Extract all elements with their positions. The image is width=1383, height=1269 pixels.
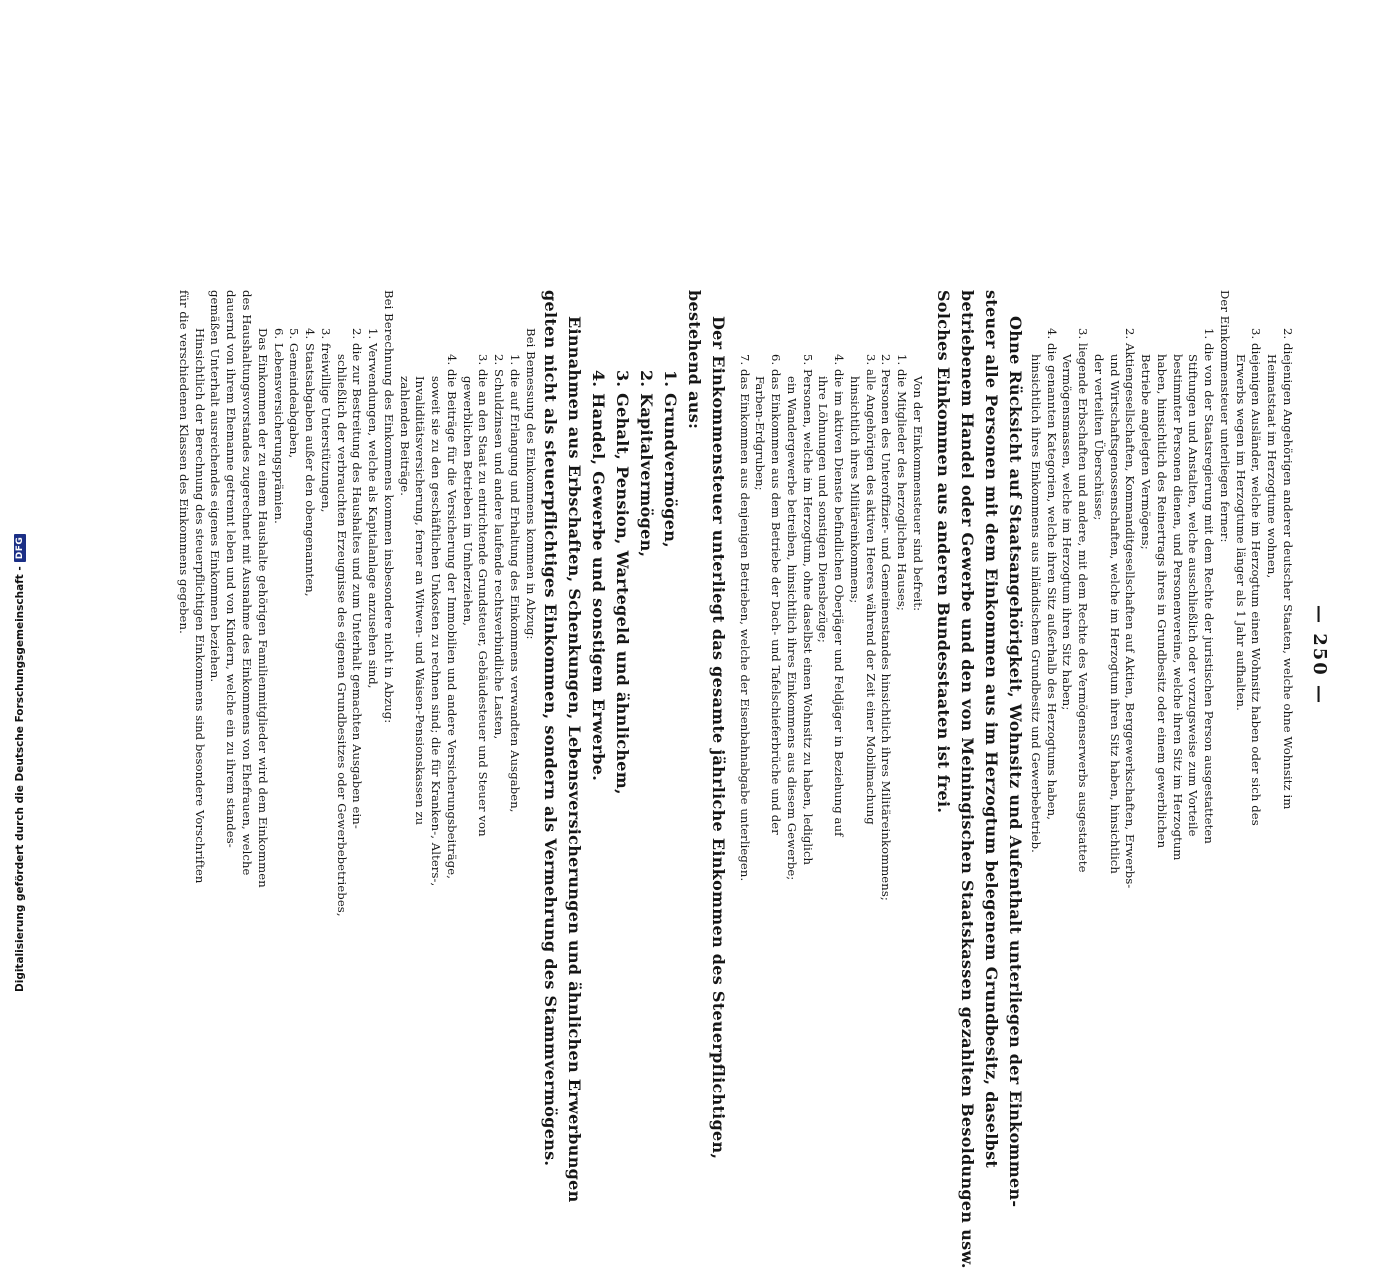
text-line: 3. alle Angehörigen des aktiven Heeres während der Zeit einer Mobilmachung — [863, 354, 878, 825]
text-line: betriebenem Handel oder Gewerbe und den von Meiningischen Staatskassen gezahlten Besoldungen usw. — [957, 290, 977, 1269]
document-page — [145, 290, 1330, 1269]
text-line: gelten nicht als steuerpflichtiges Einkommen, sondern als Vermehrung des Stammvermögens. — [540, 290, 560, 1167]
text-line: schließlich der verbrauchten Erzeugnisse des eigenen Grundbesitzes oder Gewerbebetriebes, — [334, 354, 349, 917]
text-line: 6. Lebensversicherungsprämien. — [271, 328, 286, 524]
text-line: Heimatstaat im Herzogtume wohnen, — [1265, 354, 1280, 579]
text-line: bestimmter Personen dienen, und Personenvereine, welche ihren Sitz im Herzogtum — [1170, 354, 1185, 861]
text-line: 4. Staatsabgaben außer den obengenannten, — [303, 328, 318, 597]
text-line: 7. das Einkommen aus denjenigen Betrieben, welche der Eisenbahnabgabe unterliegen. — [737, 354, 752, 882]
text-line: Stiftungen und Anstalten, welche ausschließlich oder vorzugsweise zum Vorteile — [1186, 354, 1201, 837]
text-line: 4. die genannten Kategorien, welche ihren Sitz außerhalb des Herzogtums haben, — [1044, 328, 1059, 820]
text-line: und Wirtschaftsgenossenschaften, welche im Herzogtum ihren Sitz haben, hinsichtlich — [1107, 354, 1122, 874]
text-line: haben, hinsichtlich des Reinertrags ihres in Grundbesitz oder einem gewerblichen — [1154, 354, 1169, 849]
text-line: gemäßen Unterhalt ausreichendes eigenes Einkommen beziehen. — [208, 290, 223, 683]
credit-text: Digitalisierung gefördert durch die Deutsche Forschungsgemeinschaft - — [14, 566, 26, 992]
text-line: 4. die Beiträge für die Versicherung der Immobilien und andere Versicherungsbeiträge, — [444, 354, 459, 880]
text-line: 2. Schuldzinsen und andere laufende rechtsverbindliche Lasten, — [492, 354, 507, 740]
text-line: 3. die an den Staat zu entrichtende Grundsteuer, Gebäudesteuer und Steuer von — [476, 354, 491, 837]
text-line: Von der Einkommensteuer sind befreit: — [910, 376, 925, 612]
text-line: 5. Gemeindeabgaben, — [287, 328, 302, 459]
text-line: Erwerbs wegen im Herzogtume länger als 1 Jahr aufhalten. — [1233, 354, 1248, 711]
text-line: Vermögensmassen, welche im Herzogtum ihren Sitz haben; — [1060, 354, 1075, 711]
text-line: Solches Einkommen aus anderen Bundesstaaten ist frei. — [933, 290, 953, 814]
text-line: 2. die zur Bestreitung des Haushaltes und zum Unterhalt gemachten Ausgaben ein- — [350, 328, 365, 829]
text-line: für die verschiedenen Klassen des Einkommens gegeben. — [176, 290, 191, 634]
text-line: 2. Aktiengesellschaften, Kommanditgesellschaften auf Aktien, Berggewerkschaften, Erwerbs- — [1123, 328, 1138, 889]
dfg-logo: DFG — [14, 534, 26, 563]
text-line: Der Einkommensteuer unterliegen ferner: — [1217, 290, 1232, 543]
text-line: Hinsichtlich der Berechnung des steuerpflichtigen Einkommens sind besondere Vorschriften — [192, 328, 207, 884]
text-line: 3. freiwillige Unterstützungen, — [318, 328, 333, 513]
text-line: Bei Berechnung des Einkommens kommen insbesondere nicht in Abzug: — [381, 290, 396, 724]
text-line: dauernd von ihrem Ehemanne getrennt leben und von Kindern, welche ein zu ihrem standes- — [224, 290, 239, 848]
text-line: 4. die im aktiven Dienste befindlichen Oberjäger und Feldjäger in Beziehung auf — [832, 354, 847, 837]
text-line: 3. diejenigen Ausländer, welche im Herzogtum einen Wohnsitz haben oder sich des — [1249, 328, 1264, 826]
text-line: hinsichtlich ihres Einkommens aus inländischem Grundbesitz und Gewerbebetrieb. — [1028, 354, 1043, 853]
text-line: 5. Personen, welche im Herzogtum, ohne daselbst einen Wohnsitz zu haben, lediglich — [800, 354, 815, 866]
text-line: 2. Kapitalvermögen, — [636, 370, 656, 558]
digitization-credit — [14, 534, 26, 992]
text-line: Der Einkommensteuer unterliegt das gesamte jährliche Einkommen des Steuerpflichtigen, — [708, 316, 728, 1160]
text-line: steuer alle Personen mit dem Einkommen aus im Herzogtum belegenem Grundbesitz, daselbst — [981, 290, 1001, 1169]
text-line: gewerblichen Betrieben im Umherziehen, — [460, 376, 475, 626]
text-line: Bei Bemessung des Einkommens kommen in Abzug: — [523, 328, 538, 640]
page-number: — 250 — — [1309, 604, 1330, 706]
paragraph-gap — [730, 290, 736, 1020]
text-line: 2. Personen des Unteroffizier- und Gemeinenstandes hinsichtlich ihres Militäreinkommens; — [879, 354, 894, 901]
text-line: 4. Handel, Gewerbe und sonstigem Erwerbe. — [588, 370, 608, 782]
text-line: zahlenden Beiträge. — [397, 376, 412, 497]
text-line: ihre Löhnungen und sonstigen Diensbezüge; — [816, 376, 831, 643]
text-line: soweit sie zu den geschäftlichen Unkosten zu rechnen sind; die für Kranken-, Alters-, — [429, 376, 444, 887]
text-line: 6. das Einkommen aus dem Betriebe der Dach- und Tafelschieferbrüche und der — [769, 354, 784, 835]
text-line: 1. die Mitglieder des herzoglichen Hauses; — [895, 354, 910, 611]
document-body — [175, 290, 1295, 1269]
text-line: 1. Verwendungen, welche als Kapitalanlage anzusehen sind, — [366, 328, 381, 689]
text-line: 3. Gehalt, Pension, Wartegeld und ähnlichem, — [612, 370, 632, 795]
text-line: 1. Grundvermögen, — [660, 370, 680, 548]
text-line: ein Wandergewerbe betreiben, hinsichtlich ihres Einkommens aus diesem Gewerbe; — [784, 376, 799, 881]
text-line: hinsichtlich ihres Militäreinkommens; — [847, 376, 862, 604]
text-line: bestehend aus: — [684, 290, 704, 430]
text-line: der verteilten Überschüsse; — [1091, 354, 1106, 521]
text-line: Invaliditätsversicherung, ferner an Witwen- und Waisen-Pensionskassen zu — [413, 376, 428, 826]
text-line: Einnahmen aus Erbschaften, Schenkungen, Lebensversicherungen und ähnlichen Erwerbungen — [564, 316, 584, 1203]
text-line: Betriebe angelegten Vermögens; — [1139, 354, 1154, 550]
text-line: 1. die auf Erlangung und Erhaltung des Einkommens verwandten Ausgaben, — [508, 354, 523, 813]
text-line: 2. diejenigen Angehörigen anderer deutscher Staaten, welche ohne Wohnsitz im — [1281, 328, 1295, 810]
text-line: Ohne Rücksicht auf Staatsangehörigkeit, Wohnsitz und Aufenthalt unterliegen der Einkommen- — [1005, 316, 1025, 1208]
text-line: Das Einkommen der zu einem Haushalte gehörigen Familienmitglieder wird dem Einkommen — [255, 328, 270, 888]
text-line: 3. liegende Erbschaften und andere, mit dem Rechte des Vermögenserwerbs ausgestattete — [1076, 328, 1091, 873]
text-line: des Haushaltungsvorstandes zugerechnet mit Ausnahme des Einkommens von Ehefrauen, welche — [240, 290, 255, 876]
text-line: 1. die von der Staatsregierung mit dem Rechte der juristischen Person ausgestatteten — [1202, 328, 1217, 844]
text-line: Farben-Erdgruben; — [753, 376, 768, 491]
